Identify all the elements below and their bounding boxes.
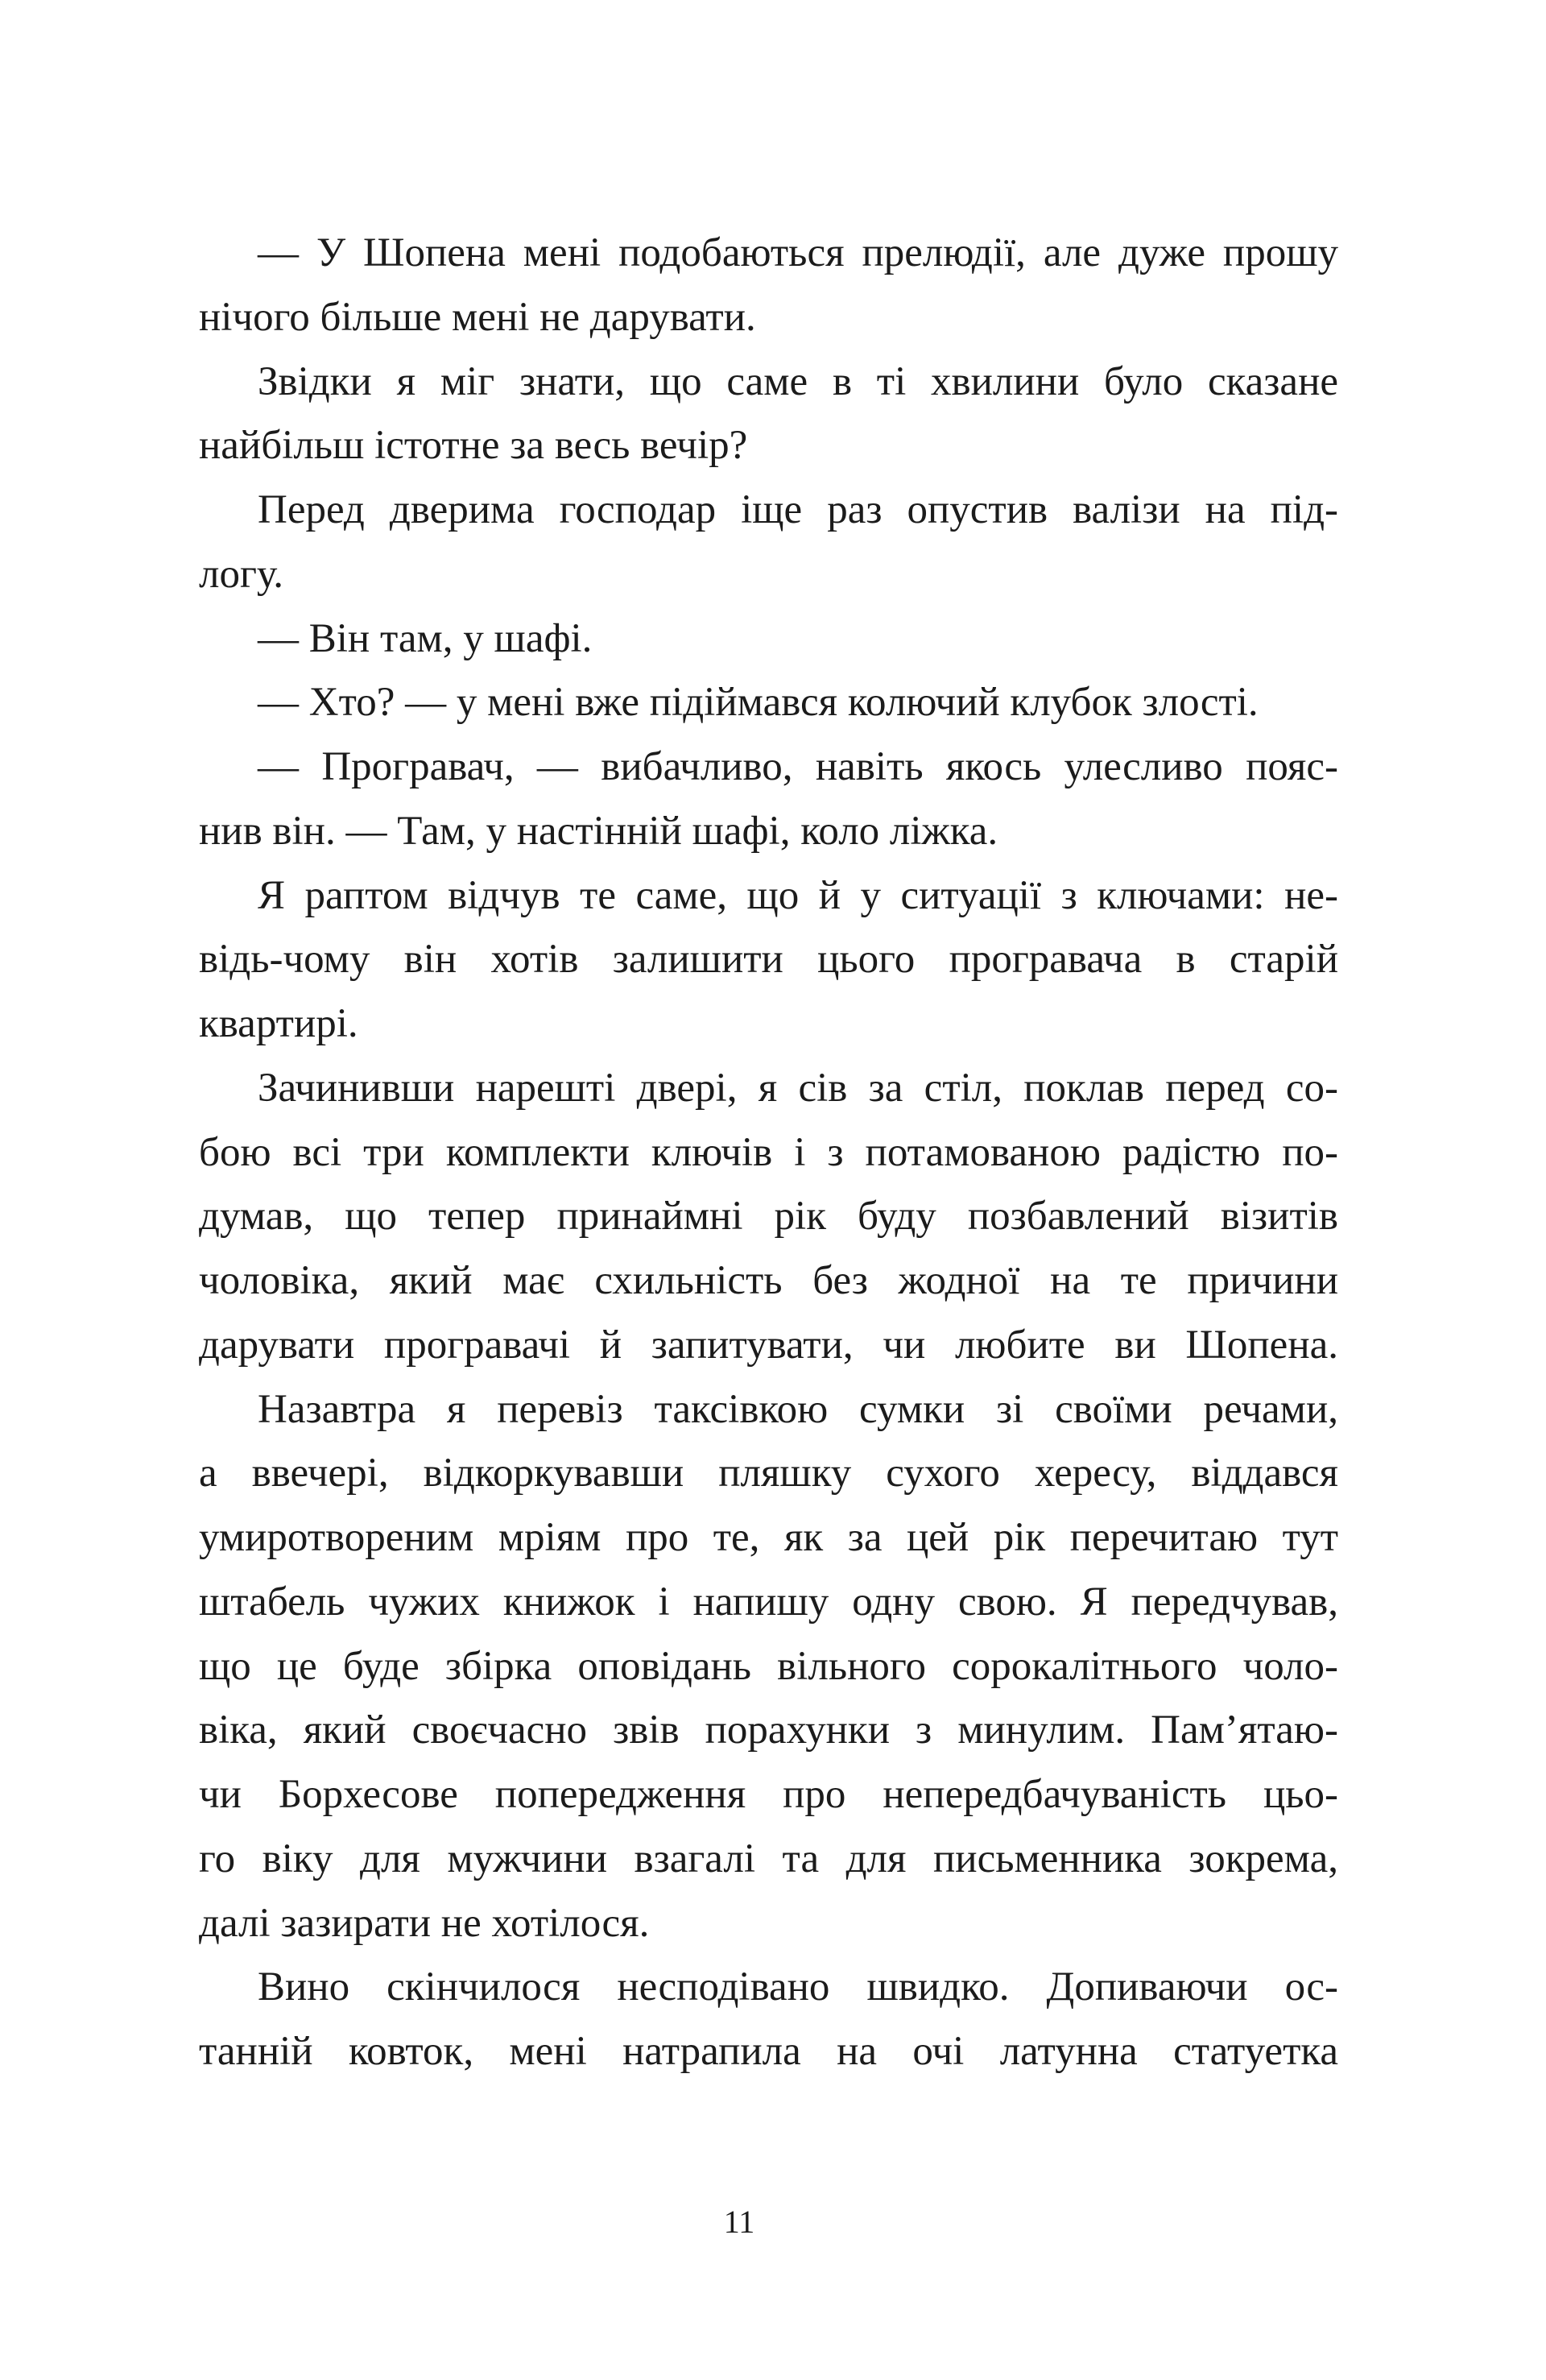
text-line: Зачинивши нарешті двері, я сів за стіл, поклав перед со- xyxy=(258,1065,1338,1111)
text-line: а ввечері, відкоркувавши пляшку сухого хересу, віддався xyxy=(199,1451,1338,1496)
text-line: Назавтра я перевіз таксівкою сумки зі своїми речами, xyxy=(258,1386,1338,1432)
text-line: танній ковток, мені натрапила на очі латунна статуетка xyxy=(199,2029,1338,2074)
text-line: думав, що тепер принаймні рік буду позбавлений візитів xyxy=(199,1194,1338,1240)
body-text xyxy=(199,221,1338,2084)
text-line: квартирі. xyxy=(199,1001,358,1046)
text-line: — Хто? — у мені вже підіймався колючий клубок злості. xyxy=(258,680,1259,726)
text-line: го віку для мужчини взагалі та для письменника зокрема, xyxy=(199,1836,1338,1881)
text-line: дарувати програвачі й запитувати, чи любите ви Шопена. xyxy=(199,1322,1338,1368)
text-line: бою всі три комплекти ключів і з потамованою радістю по- xyxy=(199,1129,1338,1175)
text-line: далі зазирати не хотілося. xyxy=(199,1900,650,1946)
text-line: нічого більше мені не дарувати. xyxy=(199,294,756,340)
text-line: Вино скінчилося несподівано швидко. Допиваючи ос- xyxy=(258,1964,1338,2010)
page-number: 11 xyxy=(723,2204,755,2240)
text-line: Перед дверима господар іще раз опустив валізи на під- xyxy=(258,487,1338,532)
text-line: чи Борхесове попередження про непередбачуваність цьо- xyxy=(199,1772,1338,1817)
text-line: — Він там, у шафі. xyxy=(258,615,593,661)
text-line: штабель чужих книжок і напишу одну свою. Я передчував, xyxy=(199,1579,1338,1625)
text-line: нив він. — Там, у настінній шафі, коло ліжка. xyxy=(199,808,998,854)
text-line: логу. xyxy=(199,551,284,597)
text-line: найбільш істотне за весь вечір? xyxy=(199,423,748,469)
text-line: Звідки я міг знати, що саме в ті хвилини було сказане xyxy=(258,358,1338,404)
text-line: — Програвач, — вибачливо, навіть якось улесливо пояс- xyxy=(258,744,1338,789)
text-line: — У Шопена мені подобаються прелюдії, але дуже прошу xyxy=(258,230,1338,275)
text-line: чоловіка, який має схильність без жодної на те причини xyxy=(199,1258,1338,1303)
text-line: Я раптом відчув те саме, що й у ситуації з ключами: не- xyxy=(258,872,1338,918)
text-line: умиротвореним мріям про те, як за цей рік перечитаю тут xyxy=(199,1515,1338,1560)
text-line: відь-чому він хотів залишити цього програвача в старій xyxy=(199,937,1338,983)
text-line: що це буде збірка оповідань вільного сорокалітнього чоло- xyxy=(199,1643,1338,1689)
text-line: віка, який своєчасно звів порахунки з минулим. Пам’ятаю- xyxy=(199,1707,1338,1753)
